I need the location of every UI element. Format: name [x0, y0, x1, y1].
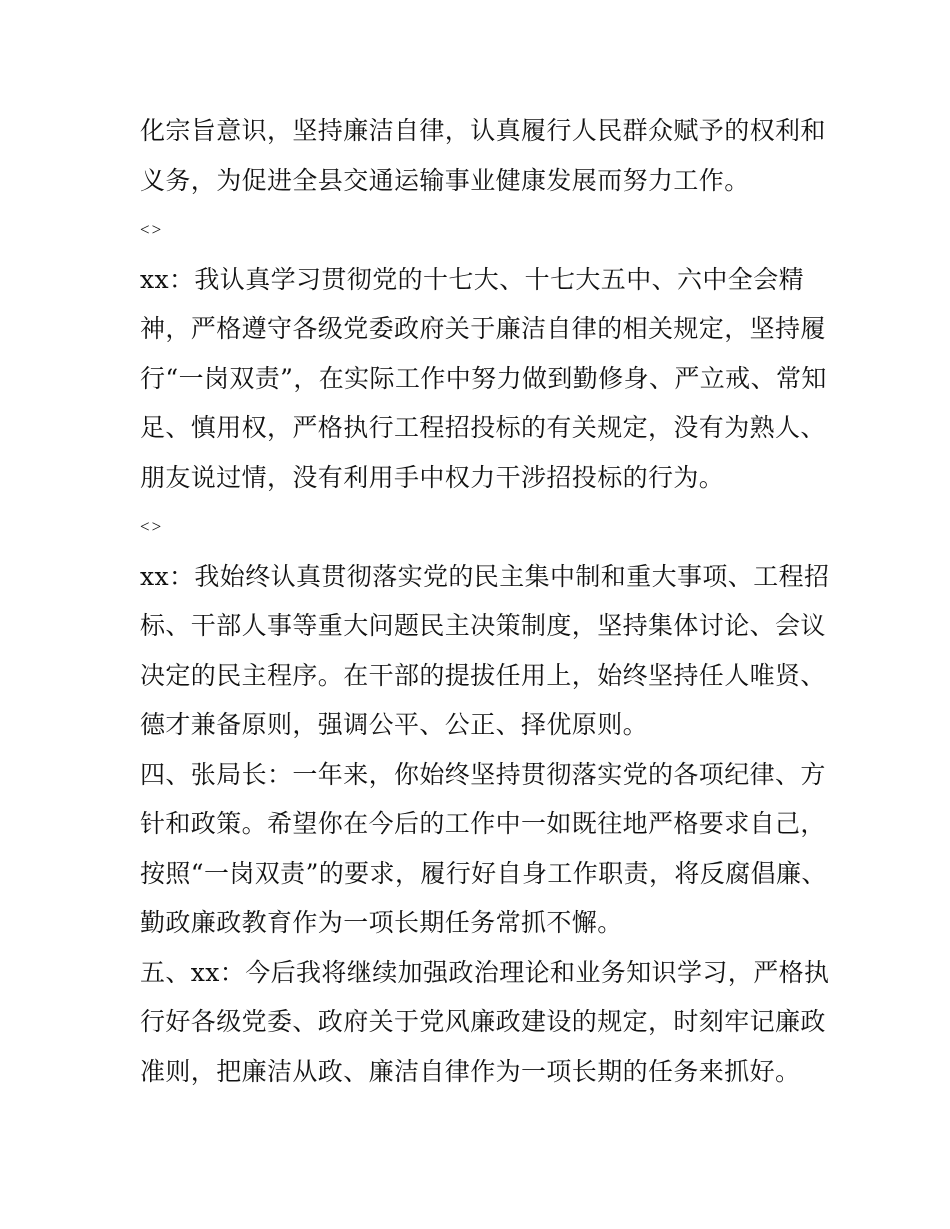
document-body: [140, 106, 830, 1096]
section-marker: <>: [140, 220, 164, 239]
text-line: 决定的民主程序。在干部的提拔任用上，始终坚持任人唯贤、: [140, 660, 826, 690]
text-line: 行“一岗双责”，在实际工作中努力做到勤修身、严立戒、常知: [140, 363, 827, 393]
text-line: 朋友说过情，没有利用手中权力干涉招投标的行为。: [140, 462, 725, 492]
text-line: 行好各级党委、政府关于党风廉政建设的规定，时刻牢记廉政: [140, 1007, 826, 1036]
text-line: 神，严格遵守各级党委政府关于廉洁自律的相关规定，坚持履: [140, 314, 826, 343]
text-line: 化宗旨意识，坚持廉洁自律，认真履行人民群众赋予的权利和: [140, 116, 826, 145]
text-line: 按照“一岗双责”的要求，履行好自身工作职责，将反腐倡廉、: [140, 858, 827, 888]
text-line: xx：我认真学习贯彻党的十七大、十七大五中、六中全会精: [140, 264, 805, 294]
text-line: 五、xx：今后我将继续加强政治理论和业务知识学习，严格执: [140, 957, 830, 987]
text-line: 准则，把廉洁从政、廉洁自律作为一项长期的任务来抓好。: [140, 1056, 801, 1086]
text-line: xx：我始终认真贯彻落实党的民主集中制和重大事项、工程招: [140, 561, 830, 591]
text-line: 针和政策。希望你在今后的工作中一如既往地严格要求自己，: [140, 809, 826, 838]
text-line: 足、慎用权，严格执行工程招投标的有关规定，没有为熟人、: [140, 413, 826, 442]
text-line: 义务，为促进全县交通运输事业健康发展而努力工作。: [140, 165, 750, 195]
text-line: 勤政廉政教育作为一项长期任务常抓不懈。: [140, 908, 623, 937]
text-line: 德才兼备原则，强调公平、公正、择优原则。: [140, 710, 649, 739]
section-marker: <>: [140, 517, 164, 536]
text-line: 四、张局长：一年来，你始终坚持贯彻落实党的各项纪律、方: [140, 759, 826, 789]
text-line: 标、干部人事等重大问题民主决策制度，坚持集体讨论、会议: [140, 611, 826, 640]
